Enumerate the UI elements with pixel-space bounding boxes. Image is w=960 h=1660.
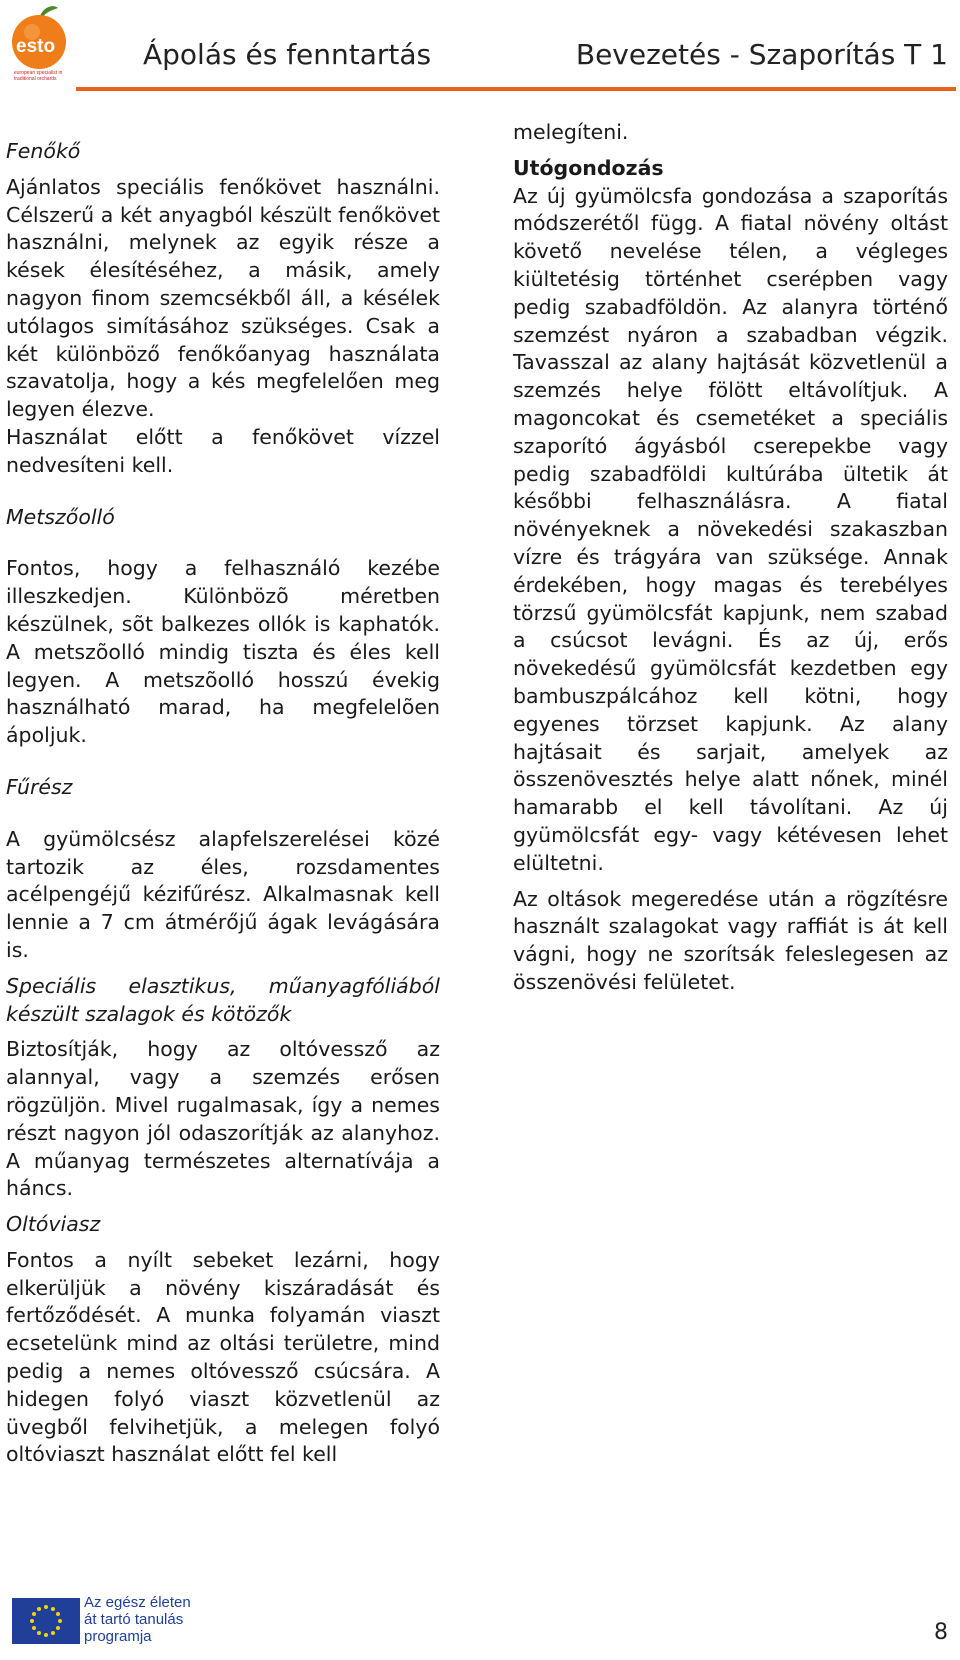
heading-furesz: Fűrész (6, 774, 73, 799)
eu-programme-text (84, 1594, 191, 1645)
paragraph-fenoko: Ajánlatos speciális fenőkövet használni. Célszerű a két anyagból készült fenőkövet használni, melynek az egyik része a kések élesítéséhez, a másik, amely nagyon finom szemcsékből áll, a késélek utólagos simításához szükséges. Csak a két különböző fenőkőanyag használata szavatolja, hogy a kés megfelelően meg legyen élezve. (6, 174, 440, 422)
heading-fenoko: Fenőkő (6, 139, 81, 163)
esto-logo (6, 2, 76, 84)
right-column (513, 119, 948, 997)
eu-text-line-1: Az egész életen (84, 1594, 191, 1611)
paragraph-metszoollo: Fontos, hogy a felhasználó kezébe illeszkedjen. Különbözõ méretben készülnek, sõt balkezes ollók is kaphatók. A metszõolló mindig tiszta és éles kell legyen. A metszõolló hosszú évekig használható marad, ha megfelelõen ápoljuk. (6, 556, 440, 748)
paragraph-szalagok: Biztosítják, hogy az oltóvessző az alannyal, vagy a szemzés erősen rögzüljön. Mivel rugalmasak, így a nemes részt nagyon jól odaszorítják az alanyhoz. A műanyag természetes alternatívája a háncs. (6, 1037, 440, 1201)
page-header (0, 0, 960, 95)
heading-szalagok: Speciális elasztikus, műanyagfóliából készült szalagok és kötözők (6, 973, 440, 1026)
paragraph-oltasok: Az oltások megeredése után a rögzítésre használt szalagokat vagy raffiát is át kell vágni, hogy ne szorítsák feleslegesen az összenövési felületet. (513, 886, 948, 994)
paragraph-furesz: A gyümölcsész alapfelszerelései közé tartozik az éles, rozsdamentes acélpengéjű kézifűrész. Alkalmasnak kell lennie a 7 cm átmérőjű ágak levágására is. (6, 826, 440, 962)
section-title: Ápolás és fenntartás (143, 38, 432, 71)
heading-utogondozas: Utógondozás (513, 155, 664, 180)
eu-text-line-3: programja (84, 1628, 152, 1645)
chapter-title: Bevezetés - Szaporítás T 1 (575, 38, 948, 71)
logo-text: esto (16, 36, 56, 57)
paragraph-continuation: melegíteni. (513, 120, 629, 144)
logo-subtitle-2: traditional orchards (14, 76, 57, 82)
paragraph-oltoviasz: Fontos a nyílt sebeket lezárni, hogy elkerüljük a növény kiszáradását és fertőződését. A munka folyamán viaszt ecsetelünk mind az oltási területre, mind pedig a nemes oltóvessző csúcsára. A hidegen folyó viaszt közvetlenül az üvegből felvihetjük, a melegen folyó oltóviaszt használat előtt fel kell (6, 1247, 440, 1467)
paragraph-fenoko-2: Használat előtt a fenőkövet vízzel nedvesíteni kell. (6, 424, 440, 477)
heading-oltoviasz: Oltóviasz (6, 1212, 101, 1237)
paragraph-utogondozas: Az új gyümölcsfa gondozása a szaporítás módszerétől függ. A fiatal növény oltást követő nevelése télen, a végleges kiültetésig történhet cserépben vagy pedig szabadföldön. Az alanyra történő szemzést nyáron a szabadban végzik. Tavasszal az alany hajtását közvetlenül a szemzés helye fölött eltávolítjuk. A magoncokat és csemetéket a speciális szaporító ágyásból cserepekbe vagy pedig szabadföldi kultúrába ültetik át későbbi felhasználásra. A fiatal növényeknek a növekedési szakaszban vízre és trágyára van szüksége. Annak érdekében, hogy magas és terebélyes törzsű gyümölcsfát kapjunk, nem szabad a csúcsot levágni. És az új, erős növekedésű gyümölcsfát kezdetben egy bambuszpálcához kell kötni, hogy egyenes törzset kapjunk. Az alany hajtásait és sarjait, amelyek az összenövesztés helye alatt nőnek, minél hamarabb el kell távolítani. Az új gyümölcsfát egy- vagy kétévesen lehet elültetni. (513, 183, 948, 875)
left-column (6, 138, 440, 1469)
eu-flag-icon (12, 1598, 80, 1644)
eu-programme-logo (12, 1594, 202, 1650)
logo-subtitle-1: european specialist in (14, 70, 63, 76)
heading-metszoollo: Metszőolló (6, 504, 115, 529)
eu-text-line-2: át tartó tanulás (84, 1611, 184, 1628)
header-rule (76, 87, 956, 91)
page-number: 8 (934, 1620, 948, 1645)
